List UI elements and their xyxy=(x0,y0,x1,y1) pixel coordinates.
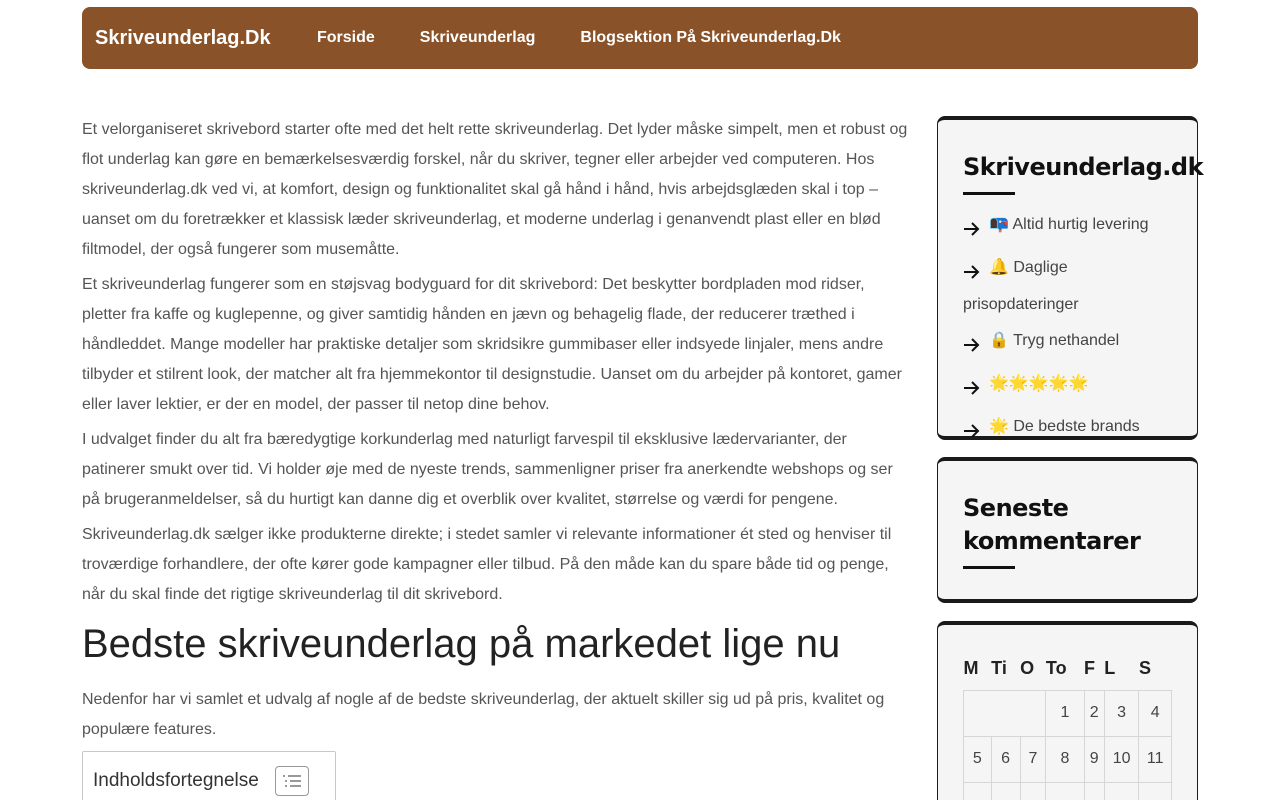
calendar-day: 6 xyxy=(991,736,1020,782)
calendar-day xyxy=(1020,782,1046,800)
title-underline xyxy=(963,192,1015,195)
calendar-day xyxy=(1104,782,1139,800)
paragraph-4: Skriveunderlag.dk sælger ikke produkterne direkte; i stedet samler vi relevante informationer ét sted og henviser til troværdige forhandlere, der ofte kører gode kampagner eller tilbud. På den måde kan du spare både tid og penge, når du skal finde det rigtige skriveunderlag til dit skrivebord. xyxy=(82,526,892,603)
weekday-label: F xyxy=(1084,658,1095,678)
arrow-right-icon xyxy=(963,253,989,290)
toc-toggle-button[interactable] xyxy=(275,766,309,796)
list-item: 📭 Altid hurtig levering xyxy=(963,210,1172,247)
calendar-day xyxy=(991,782,1020,800)
weekday-label: L xyxy=(1104,658,1116,678)
weekday-label: O xyxy=(1020,658,1035,678)
paragraph-1: Et velorganiseret skrivebord starter ofte med det helt rette skriveunderlag. Det lyder måske simpelt, men et robust og flot underlag kan gøre en bemærkelsesværdig forskel, når du skriver, tegner eller arbejder ved computeren. Hos skriveunderlag.dk ved vi, at komfort, design og funktionalitet skal gå hånd i hånd, hvis arbejdsglæden skal i top – uanset om du foretrækker et klassisk læder skriveunderlag, et moderne underlag i genanvendt plast eller en blød filtmodel, der også fungerer som musemåtte. xyxy=(82,121,908,258)
nav-link-skriveunderlag[interactable]: Skriveunderlag xyxy=(419,29,536,46)
calendar-day xyxy=(1046,782,1084,800)
arrow-right-icon xyxy=(963,210,989,247)
section-heading: Bedste skriveunderlag på markedet lige nu xyxy=(82,622,841,666)
widget-features xyxy=(937,116,1204,440)
features-list xyxy=(963,210,1172,449)
calendar-week xyxy=(964,782,1172,800)
paragraph-2: Et skriveunderlag fungerer som en støjsvag bodyguard for dit skrivebord: Det beskytter bordpladen mod ridser, pletter fra kaffe og kuglepenne, og giver samtidig hånden en jævn og behagelig flade, der reducerer træthed i håndleddet. Mange modeller har praktiske detaljer som skridsikre gummibaser eller indsyede linjaler, mens andre tilbyder et stilrent look, der matcher alt fra hjemmekontor til designstudie. Uanset om du arbejder på kontoret, gamer eller laver lektier, er der en model, der passer til netop dine behov. xyxy=(82,276,902,413)
calendar-table xyxy=(963,658,1172,800)
weekday-label: M xyxy=(963,658,979,678)
intro-paragraph: Nedenfor har vi samlet et udvalg af nogle af de bedste skriveunderlag, der aktuelt skiller sig ud på pris, kvalitet og populære features. xyxy=(82,691,885,738)
calendar-pad xyxy=(964,690,1046,736)
calendar-day xyxy=(1084,782,1104,800)
nav-link-blog[interactable]: Blogsektion På Skriveunderlag.Dk xyxy=(580,29,841,46)
calendar-day: 3 xyxy=(1104,690,1139,736)
list-item: 🔔 Daglige prisopdateringer xyxy=(963,253,1172,320)
widget-calendar xyxy=(937,621,1198,800)
main-content xyxy=(82,115,910,800)
widget-comments-title: Seneste kommentarer xyxy=(963,494,1141,555)
arrow-right-icon xyxy=(963,412,989,449)
top-navbar xyxy=(82,7,1198,69)
calendar-day xyxy=(964,782,992,800)
list-item: 🔒 Tryg nethandel xyxy=(963,326,1172,363)
arrow-right-icon xyxy=(963,326,989,363)
nav-link-forside[interactable]: Forside xyxy=(317,29,375,46)
calendar-day: 7 xyxy=(1020,736,1046,782)
calendar-day: 11 xyxy=(1139,736,1172,782)
widget-features-title: Skriveunderlag.dk xyxy=(963,153,1204,181)
weekday-label: S xyxy=(1138,658,1151,678)
calendar-day: 1 xyxy=(1046,690,1084,736)
calendar-day xyxy=(1139,782,1172,800)
arrow-right-icon xyxy=(963,369,989,406)
title-underline xyxy=(963,566,1015,569)
list-item: 🌟🌟🌟🌟🌟 xyxy=(963,369,1172,406)
weekday-label: Ti xyxy=(991,658,1007,678)
calendar-week xyxy=(964,690,1172,736)
list-icon xyxy=(282,773,302,789)
calendar-day: 5 xyxy=(964,736,992,782)
widget-recent-comments xyxy=(937,457,1198,603)
calendar-day: 8 xyxy=(1046,736,1084,782)
paragraph-3: I udvalget finder du alt fra bæredygtige korkunderlag med naturligt farvespil til eksklusive lædervarianter, der patinerer smukt over tid. Vi holder øje med de nyeste trends, sammenligner priser fra anerkendte webshops og ser på brugeranmeldelser, så du hurtigt kan danne dig et overblik over kvalitet, størrelse og værdi for pengene. xyxy=(82,431,893,508)
site-brand[interactable]: Skriveunderlag.Dk xyxy=(95,26,271,49)
calendar-week xyxy=(964,736,1172,782)
calendar-day: 10 xyxy=(1104,736,1139,782)
toc-title: Indholdsfortegnelse xyxy=(93,770,259,791)
weekday-label: To xyxy=(1045,658,1067,678)
calendar-day: 9 xyxy=(1084,736,1104,782)
calendar-day: 2 xyxy=(1084,690,1104,736)
list-item: 🌟 De bedste brands xyxy=(963,412,1172,449)
calendar-day: 4 xyxy=(1139,690,1172,736)
table-of-contents xyxy=(82,751,336,800)
